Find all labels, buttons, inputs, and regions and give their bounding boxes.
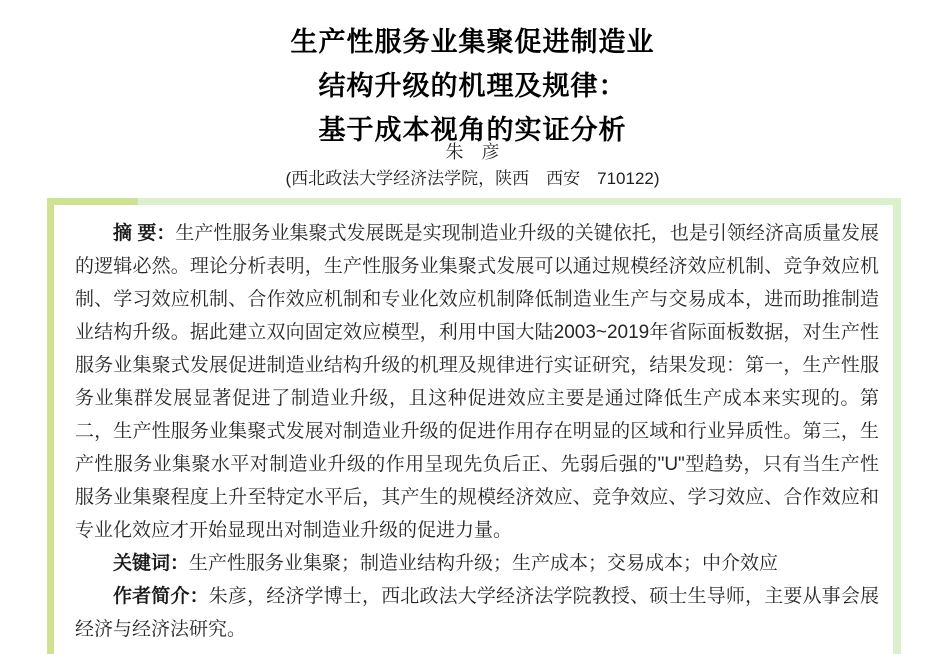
paper-title — [0, 20, 945, 152]
paper-title-line-2: 结构升级的机理及规律： — [318, 71, 627, 101]
author-bio-paragraph — [75, 580, 879, 646]
abstract-paragraph — [75, 217, 879, 547]
author-name: 朱 彦 — [445, 142, 500, 162]
author-bio-label: 作者简介： — [113, 586, 209, 607]
box-top-border-accent-segment — [54, 198, 138, 205]
author-affiliation: (西北政法大学经济法学院，陕西 西安 710122) — [285, 169, 660, 188]
author-bio-text: 朱彦，经济学博士，西北政法大学经济法学院教授、硕士生导师，主要从事会展经济与经济法研究。 — [75, 586, 879, 640]
box-top-border — [54, 198, 893, 205]
keywords-label: 关键词： — [113, 553, 190, 574]
abstract-box-content — [54, 205, 893, 646]
box-top-border-light-segment — [138, 198, 893, 205]
abstract-label: 摘 要： — [113, 223, 176, 244]
abstract-text: 生产性服务业集聚式发展既是实现制造业升级的关键依托，也是引领经济高质量发展的逻辑必然。理论分析表明，生产性服务业集聚式发展可以通过规模经济效应机制、竞争效应机制、学习效应机制、合作效应机制和专业化效应机制降低制造业生产与交易成本，进而助推制造业结构升级。据此建立双向固定效应模型，利用中国大陆2003~2019年省际面板数据，对生产性服务业集聚式发展促进制造业结构升级的机理及规律进行实证研究，结果发现：第一，生产性服务业集群发展显著促进了制造业升级，且这种促进效应主要是通过降低生产成本来实现的。第二，生产性服务业集聚式发展对制造业升级的促进作用存在明显的区域和行业异质性。第三，生产性服务业集聚水平对制造业升级的作用呈现先负后正、先弱后强的"U"型趋势，只有当生产性服务业集聚程度上升至特定水平后，其产生的规模经济效应、竞争效应、学习效应、合作效应和专业化效应才开始显现出对制造业升级的促进力量。 — [75, 223, 879, 541]
paper-title-line-3: 基于成本视角的实证分析 — [318, 115, 627, 145]
keywords-line — [75, 547, 879, 580]
paper-title-line-1: 生产性服务业集聚促进制造业 — [290, 27, 655, 57]
abstract-box — [47, 198, 901, 654]
keywords-text: 生产性服务业集聚；制造业结构升级；生产成本；交易成本；中介效应 — [189, 553, 779, 574]
